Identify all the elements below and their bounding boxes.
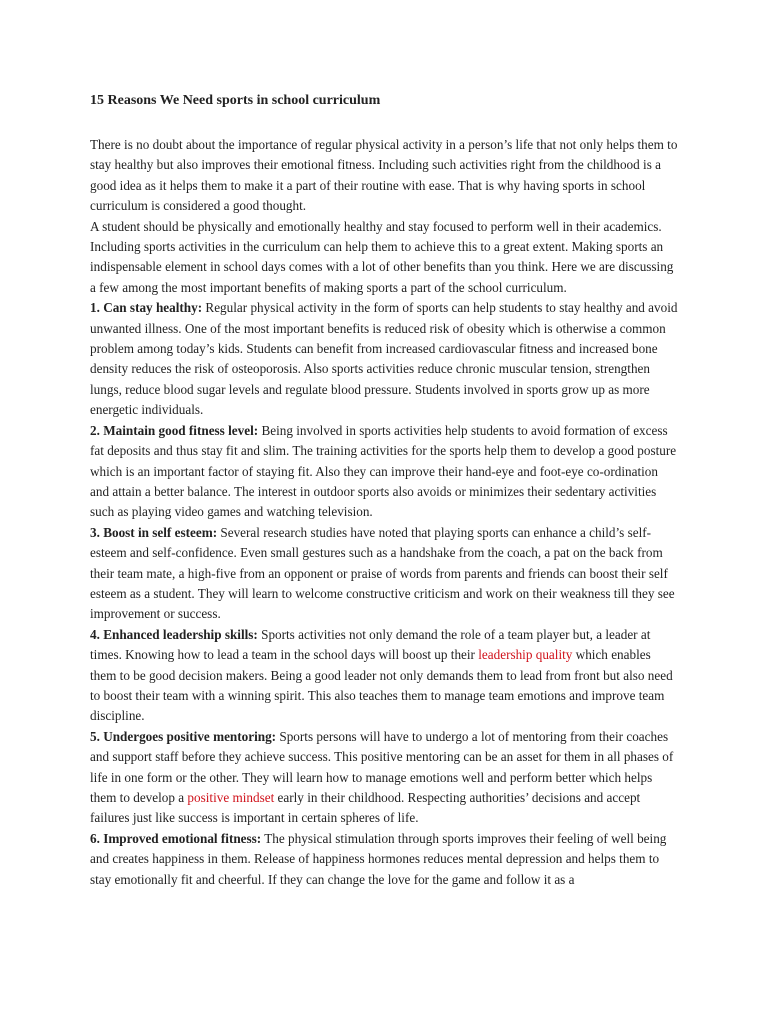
leadership-quality-link[interactable]: leadership quality (478, 647, 573, 663)
reason-1-paragraph (90, 298, 680, 420)
reason-3-text: Several research studies have noted that playing sports can enhance a child’s self-esteem and self-confidence. Even small gestures such as a handshake from the coach, a pat on the back from their team mate, a high-five from an opponent or praise of words from parents and friends can boost their self esteem as a student. They will learn to welcome constructive criticism and work on their weakness till they see improvement or success. (90, 524, 675, 622)
reason-5-paragraph (90, 727, 680, 829)
intro-paragraph-1: There is no doubt about the importance of regular physical activity in a person’s life that not only helps them to stay healthy but also improves their emotional fitness. Including such activities right from the childhood is a good idea as it helps them to make it a part of their routine with ease. That is why having sports in school curriculum is considered a good thought. (90, 137, 678, 214)
reason-5-heading: 5. Undergoes positive mentoring: (90, 728, 277, 744)
reason-3-heading: 3. Boost in self esteem: (90, 524, 218, 540)
reason-4-paragraph (90, 625, 680, 727)
reason-4-text-before: Sports activities not only demand the role of a team player but, a leader at times. Knowing how to lead a team in the school days will boost up their (90, 626, 651, 663)
reason-5-text-after: early in their childhood. Respecting authorities’ decisions and accept failures just like success is important in certain spheres of life. (90, 790, 641, 826)
document-body (90, 135, 680, 890)
reason-6-text: The physical stimulation through sports improves their feeling of well being and creates happiness in them. Release of happiness hormones reduces mental depression and helps them to stay emotionally fit and cheerful. If they can change the love for the game and follow it as a (90, 830, 667, 887)
reason-1-text: Regular physical activity in the form of sports can help students to stay healthy and avoid unwanted illness. One of the most important benefits is reduced risk of obesity which is otherwise a common problem among today’s kids. Students can benefit from increased cardiovascular fitness and increased bone density reduces the risk of osteoporosis. Also sports activities reduce chronic muscular tension, strengthen lungs, reduce blood sugar levels and regulate blood pressure. Students involved in sports grow up as more energetic individuals. (90, 300, 678, 418)
reason-2-text: Being involved in sports activities help students to avoid formation of excess fat deposits and thus stay fit and slim. The training activities for the sports help them to develop a good posture which is an important factor of staying fit. Also they can improve their hand-eye and foot-eye co-ordination and attain a better balance. The interest in outdoor sports also avoids or minimizes their sedentary activities such as playing video games and watching television. (90, 422, 677, 520)
reason-4-heading: 4. Enhanced leadership skills: (90, 626, 258, 642)
reason-3-paragraph (90, 523, 680, 625)
reason-1-heading: 1. Can stay healthy: (90, 300, 203, 316)
intro-paragraph-2: A student should be physically and emotionally healthy and stay focused to perform well in their academics. Including sports activities in the curriculum can help them to achieve this to a great extent. Making sports an indispensable element in school days comes with a lot of other benefits than you think. Here we are discussing a few among the most important benefits of making sports a part of the school curriculum. (90, 218, 674, 295)
reason-2-heading: 2. Maintain good fitness level: (90, 422, 259, 438)
reason-2-paragraph (90, 421, 680, 523)
reason-5-text-before: Sports persons will have to undergo a lot of mentoring from their coaches and support staff before they achieve success. This positive mentoring can be an asset for them in all phases of life in one form or the other. They will learn how to manage emotions well and perform better which helps them to develop a (90, 728, 674, 805)
document-title: 15 Reasons We Need sports in school curriculum (90, 93, 381, 108)
positive-mindset-link[interactable]: positive mindset (187, 790, 275, 805)
reason-6-heading: 6. Improved emotional fitness: (90, 830, 262, 846)
reason-4-text-after: which enables them to be good decision makers. Being a good leader not only demands them to lead from front but also need to boost their team with a winning spirit. This also teaches them to manage team emotions and improve team discipline. (90, 647, 673, 724)
reason-6-paragraph (90, 829, 680, 890)
